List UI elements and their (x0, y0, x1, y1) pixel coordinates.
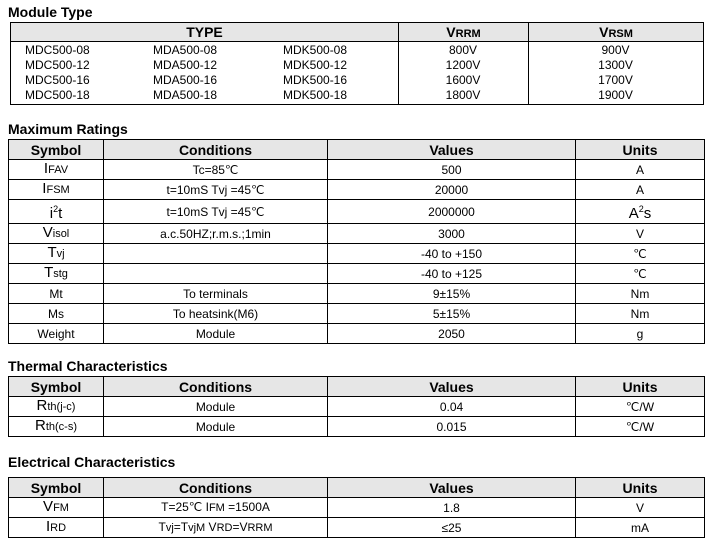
table-row (9, 200, 705, 224)
condition-cell: To heatsink(M6) (104, 304, 328, 324)
table-header-row (9, 377, 705, 397)
condition-cell: a.c.50HZ;r.m.s.;1min (104, 224, 328, 244)
table-row (9, 284, 705, 304)
mda-cell: MDA500-12 (153, 58, 218, 72)
table-row (9, 224, 705, 244)
vrsm-header: VRSM (599, 24, 633, 40)
conditions-header: Conditions (104, 377, 328, 397)
symbol-cell: Rth(c-s) (9, 417, 104, 437)
mda-cell: MDA500-18 (153, 88, 218, 102)
condition-cell: Tvj=TvjM VRD=VRRM (104, 518, 328, 538)
unit-cell: ℃ (576, 244, 705, 264)
condition-cell (104, 244, 328, 264)
table-row (9, 264, 705, 284)
value-cell: 0.04 (328, 397, 576, 417)
table-row (9, 417, 705, 437)
module-type-row (11, 73, 703, 88)
module-type-row (11, 43, 703, 58)
conditions-header: Conditions (104, 140, 328, 160)
mdc-cell: MDC500-18 (25, 88, 90, 102)
values-header: Values (328, 478, 576, 498)
condition-cell: To terminals (104, 284, 328, 304)
condition-cell (104, 264, 328, 284)
condition-cell: t=10mS Tvj =45℃ (104, 200, 328, 224)
values-header: Values (328, 140, 576, 160)
symbol-cell: Mt (9, 284, 104, 304)
thermal-heading: Thermal Characteristics (8, 358, 168, 374)
units-header: Units (576, 377, 705, 397)
mdk-cell: MDK500-18 (283, 88, 348, 102)
value-cell: 9±15% (328, 284, 576, 304)
value-cell: 2050 (328, 324, 576, 344)
value-cell: 2000000 (328, 200, 576, 224)
units-header: Units (576, 478, 705, 498)
table-row (9, 324, 705, 344)
unit-cell: Nm (576, 284, 705, 304)
unit-cell: A (576, 160, 705, 180)
symbol-cell: Rth(j-c) (9, 397, 104, 417)
unit-cell: $A^2s$ (576, 200, 705, 224)
table-row (9, 244, 705, 264)
conditions-header: Conditions (104, 478, 328, 498)
table-header-row (9, 478, 705, 498)
unit-cell: V (576, 498, 705, 518)
symbol-cell: $i^2t$ (9, 200, 104, 224)
unit-cell: mA (576, 518, 705, 538)
value-cell: ≤25 (328, 518, 576, 538)
table-row (9, 160, 705, 180)
table-row (9, 304, 705, 324)
table-row (9, 498, 705, 518)
symbol-cell: VFM (9, 498, 104, 518)
vrrm-cell: 800V (448, 43, 478, 57)
thermal-table (8, 376, 705, 437)
unit-cell: V (576, 224, 705, 244)
module-type-row (11, 58, 703, 73)
condition-cell: t=10mS Tvj =45℃ (104, 180, 328, 200)
table-header-row (9, 140, 705, 160)
module-type-row (11, 88, 703, 103)
symbol-cell: Tstg (9, 264, 104, 284)
max-ratings-heading: Maximum Ratings (8, 121, 128, 137)
symbol-cell: Tvj (9, 244, 104, 264)
condition-cell: Module (104, 397, 328, 417)
symbol-header: Symbol (9, 140, 104, 160)
mdk-cell: MDK500-08 (283, 43, 348, 57)
condition-cell: Module (104, 417, 328, 437)
value-cell: 500 (328, 160, 576, 180)
symbol-cell: IFAV (9, 160, 104, 180)
vrrm-cell: 1200V (445, 58, 481, 72)
mdc-cell: MDC500-16 (25, 73, 90, 87)
mdk-cell: MDK500-16 (283, 73, 348, 87)
max-ratings-table (8, 139, 705, 344)
units-header: Units (576, 140, 705, 160)
value-cell: 3000 (328, 224, 576, 244)
mda-cell: MDA500-16 (153, 73, 218, 87)
value-cell: -40 to +150 (328, 244, 576, 264)
type-header: TYPE (186, 24, 223, 40)
module-type-heading: Module Type (8, 4, 93, 20)
vrsm-cell: 1300V (598, 58, 633, 72)
symbol-cell: IFSM (9, 180, 104, 200)
symbol-cell: IRD (9, 518, 104, 538)
mda-cell: MDA500-08 (153, 43, 218, 57)
vrrm-cell: 1600V (445, 73, 481, 87)
symbol-cell: Visol (9, 224, 104, 244)
vrsm-cell: 1700V (598, 73, 633, 87)
vrsm-cell: 1900V (598, 88, 633, 102)
table-row (9, 518, 705, 538)
unit-cell: g (576, 324, 705, 344)
condition-cell: Module (104, 324, 328, 344)
mdk-cell: MDK500-12 (283, 58, 348, 72)
symbol-cell: Ms (9, 304, 104, 324)
mdc-cell: MDC500-08 (25, 43, 90, 57)
value-cell: 5±15% (328, 304, 576, 324)
condition-cell: Tc=85℃ (104, 160, 328, 180)
value-cell: -40 to +125 (328, 264, 576, 284)
unit-cell: A (576, 180, 705, 200)
unit-cell: Nm (576, 304, 705, 324)
vrrm-header: VRRM (446, 24, 481, 40)
module-type-table (10, 22, 704, 105)
symbol-header: Symbol (9, 478, 104, 498)
table-row (9, 180, 705, 200)
values-header: Values (328, 377, 576, 397)
value-cell: 20000 (328, 180, 576, 200)
value-cell: 1.8 (328, 498, 576, 518)
vrsm-cell: 900V (601, 43, 630, 57)
unit-cell: ℃/W (576, 417, 705, 437)
symbol-header: Symbol (9, 377, 104, 397)
electrical-heading: Electrical Characteristics (8, 454, 176, 470)
symbol-cell: Weight (9, 324, 104, 344)
unit-cell: ℃ (576, 264, 705, 284)
unit-cell: ℃/W (576, 397, 705, 417)
vrrm-cell: 1800V (445, 88, 481, 102)
electrical-table (8, 477, 705, 538)
value-cell: 0.015 (328, 417, 576, 437)
condition-cell: T=25℃ IFM =1500A (104, 498, 328, 518)
table-row (9, 397, 705, 417)
mdc-cell: MDC500-12 (25, 58, 90, 72)
